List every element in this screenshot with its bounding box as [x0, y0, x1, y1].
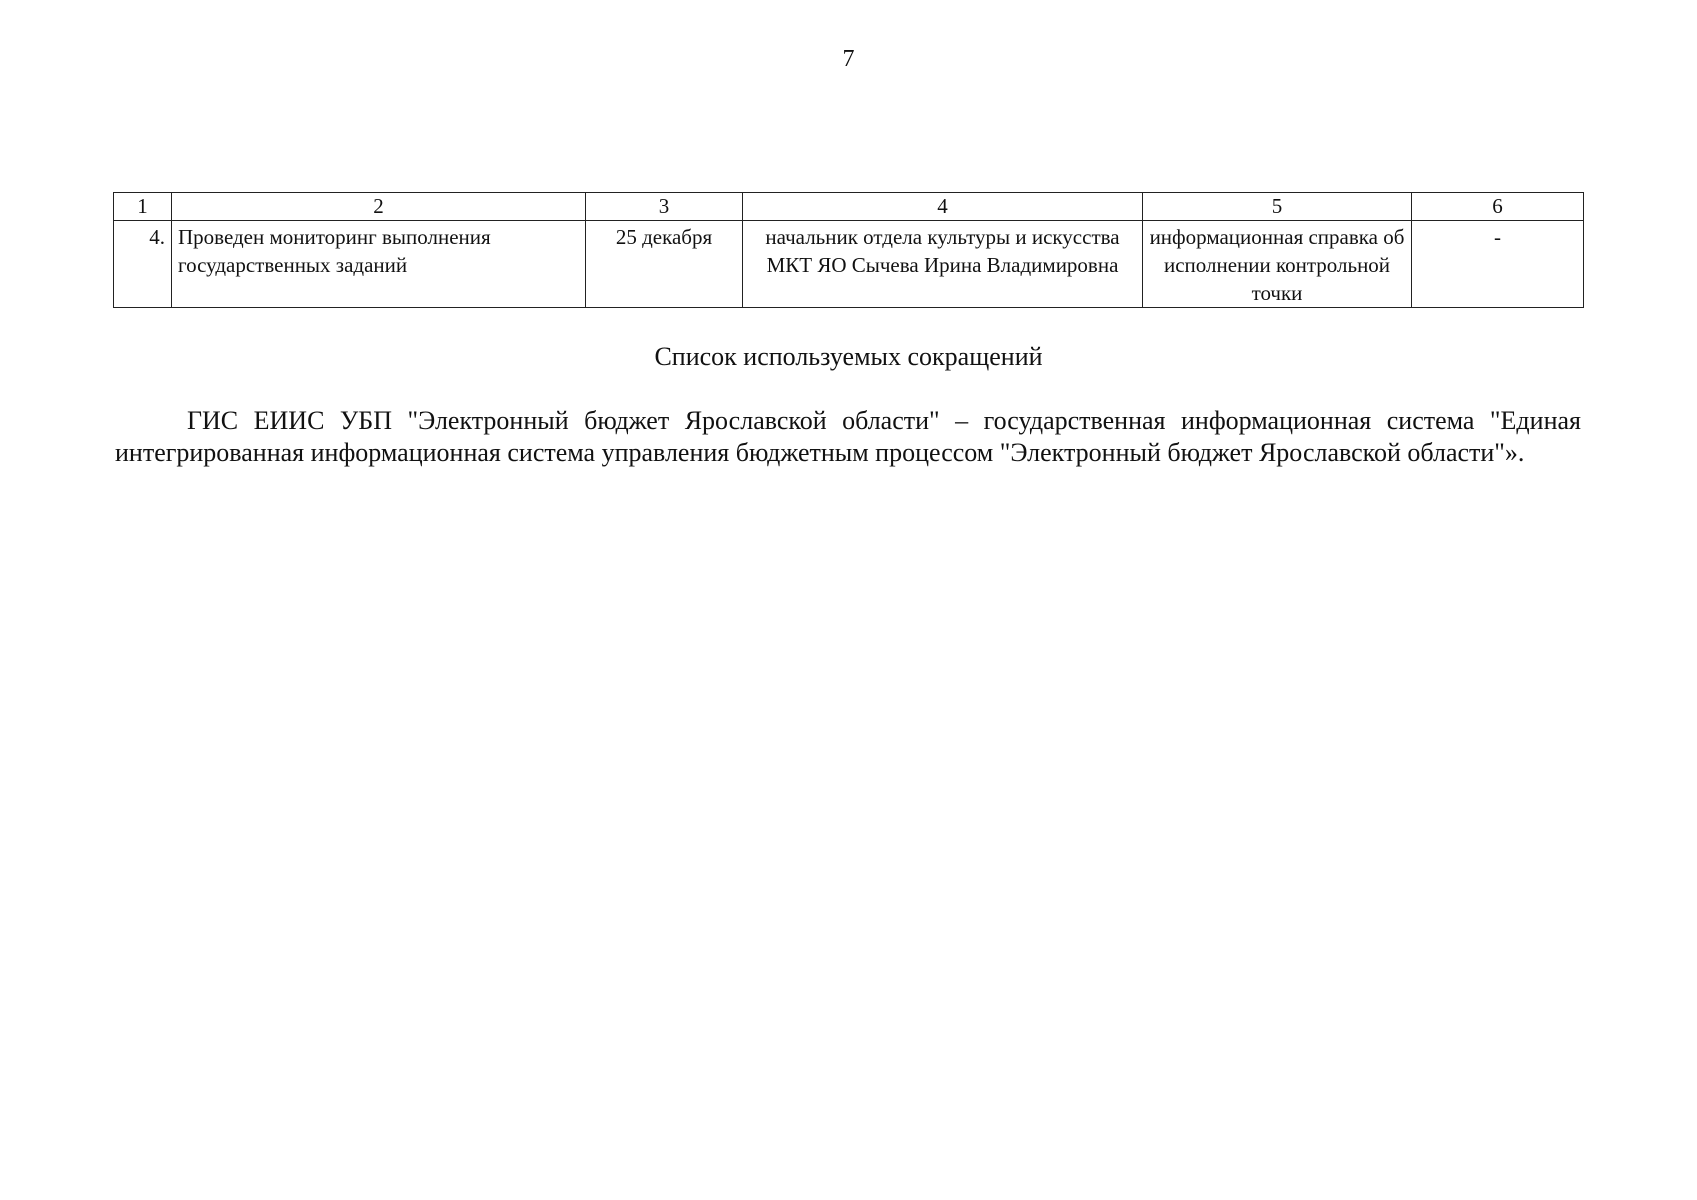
- table-header-row: [114, 193, 1584, 221]
- document-cell: информационная справка об исполнении контрольной точки: [1143, 221, 1412, 308]
- abbreviations-paragraph: ГИС ЕИИС УБП "Электронный бюджет Ярославской области" – государственная информационная система "Единая интегрированная информационная система управления бюджетным процессом "Электронный бюджет Ярославской области"».: [115, 406, 1581, 467]
- column-number-3: 3: [586, 193, 743, 221]
- column-number-4: 4: [743, 193, 1143, 221]
- page-number: 7: [842, 46, 855, 72]
- row-number-cell: 4.: [114, 221, 172, 308]
- column-number-1: 1: [114, 193, 172, 221]
- column-number-6: 6: [1412, 193, 1584, 221]
- responsible-cell: начальник отдела культуры и искусства МКТ ЯО Сычева Ирина Владимировна: [743, 221, 1143, 308]
- column-number-5: 5: [1143, 193, 1412, 221]
- date-cell: 25 декабря: [586, 221, 743, 308]
- column-number-2: 2: [172, 193, 586, 221]
- event-cell: Проведен мониторинг выполнения государственных заданий: [172, 221, 586, 308]
- table-row: [114, 221, 1584, 308]
- abbreviations-title: Список используемых сокращений: [654, 342, 1043, 371]
- control-points-table: [113, 192, 1584, 308]
- note-cell: -: [1412, 221, 1584, 308]
